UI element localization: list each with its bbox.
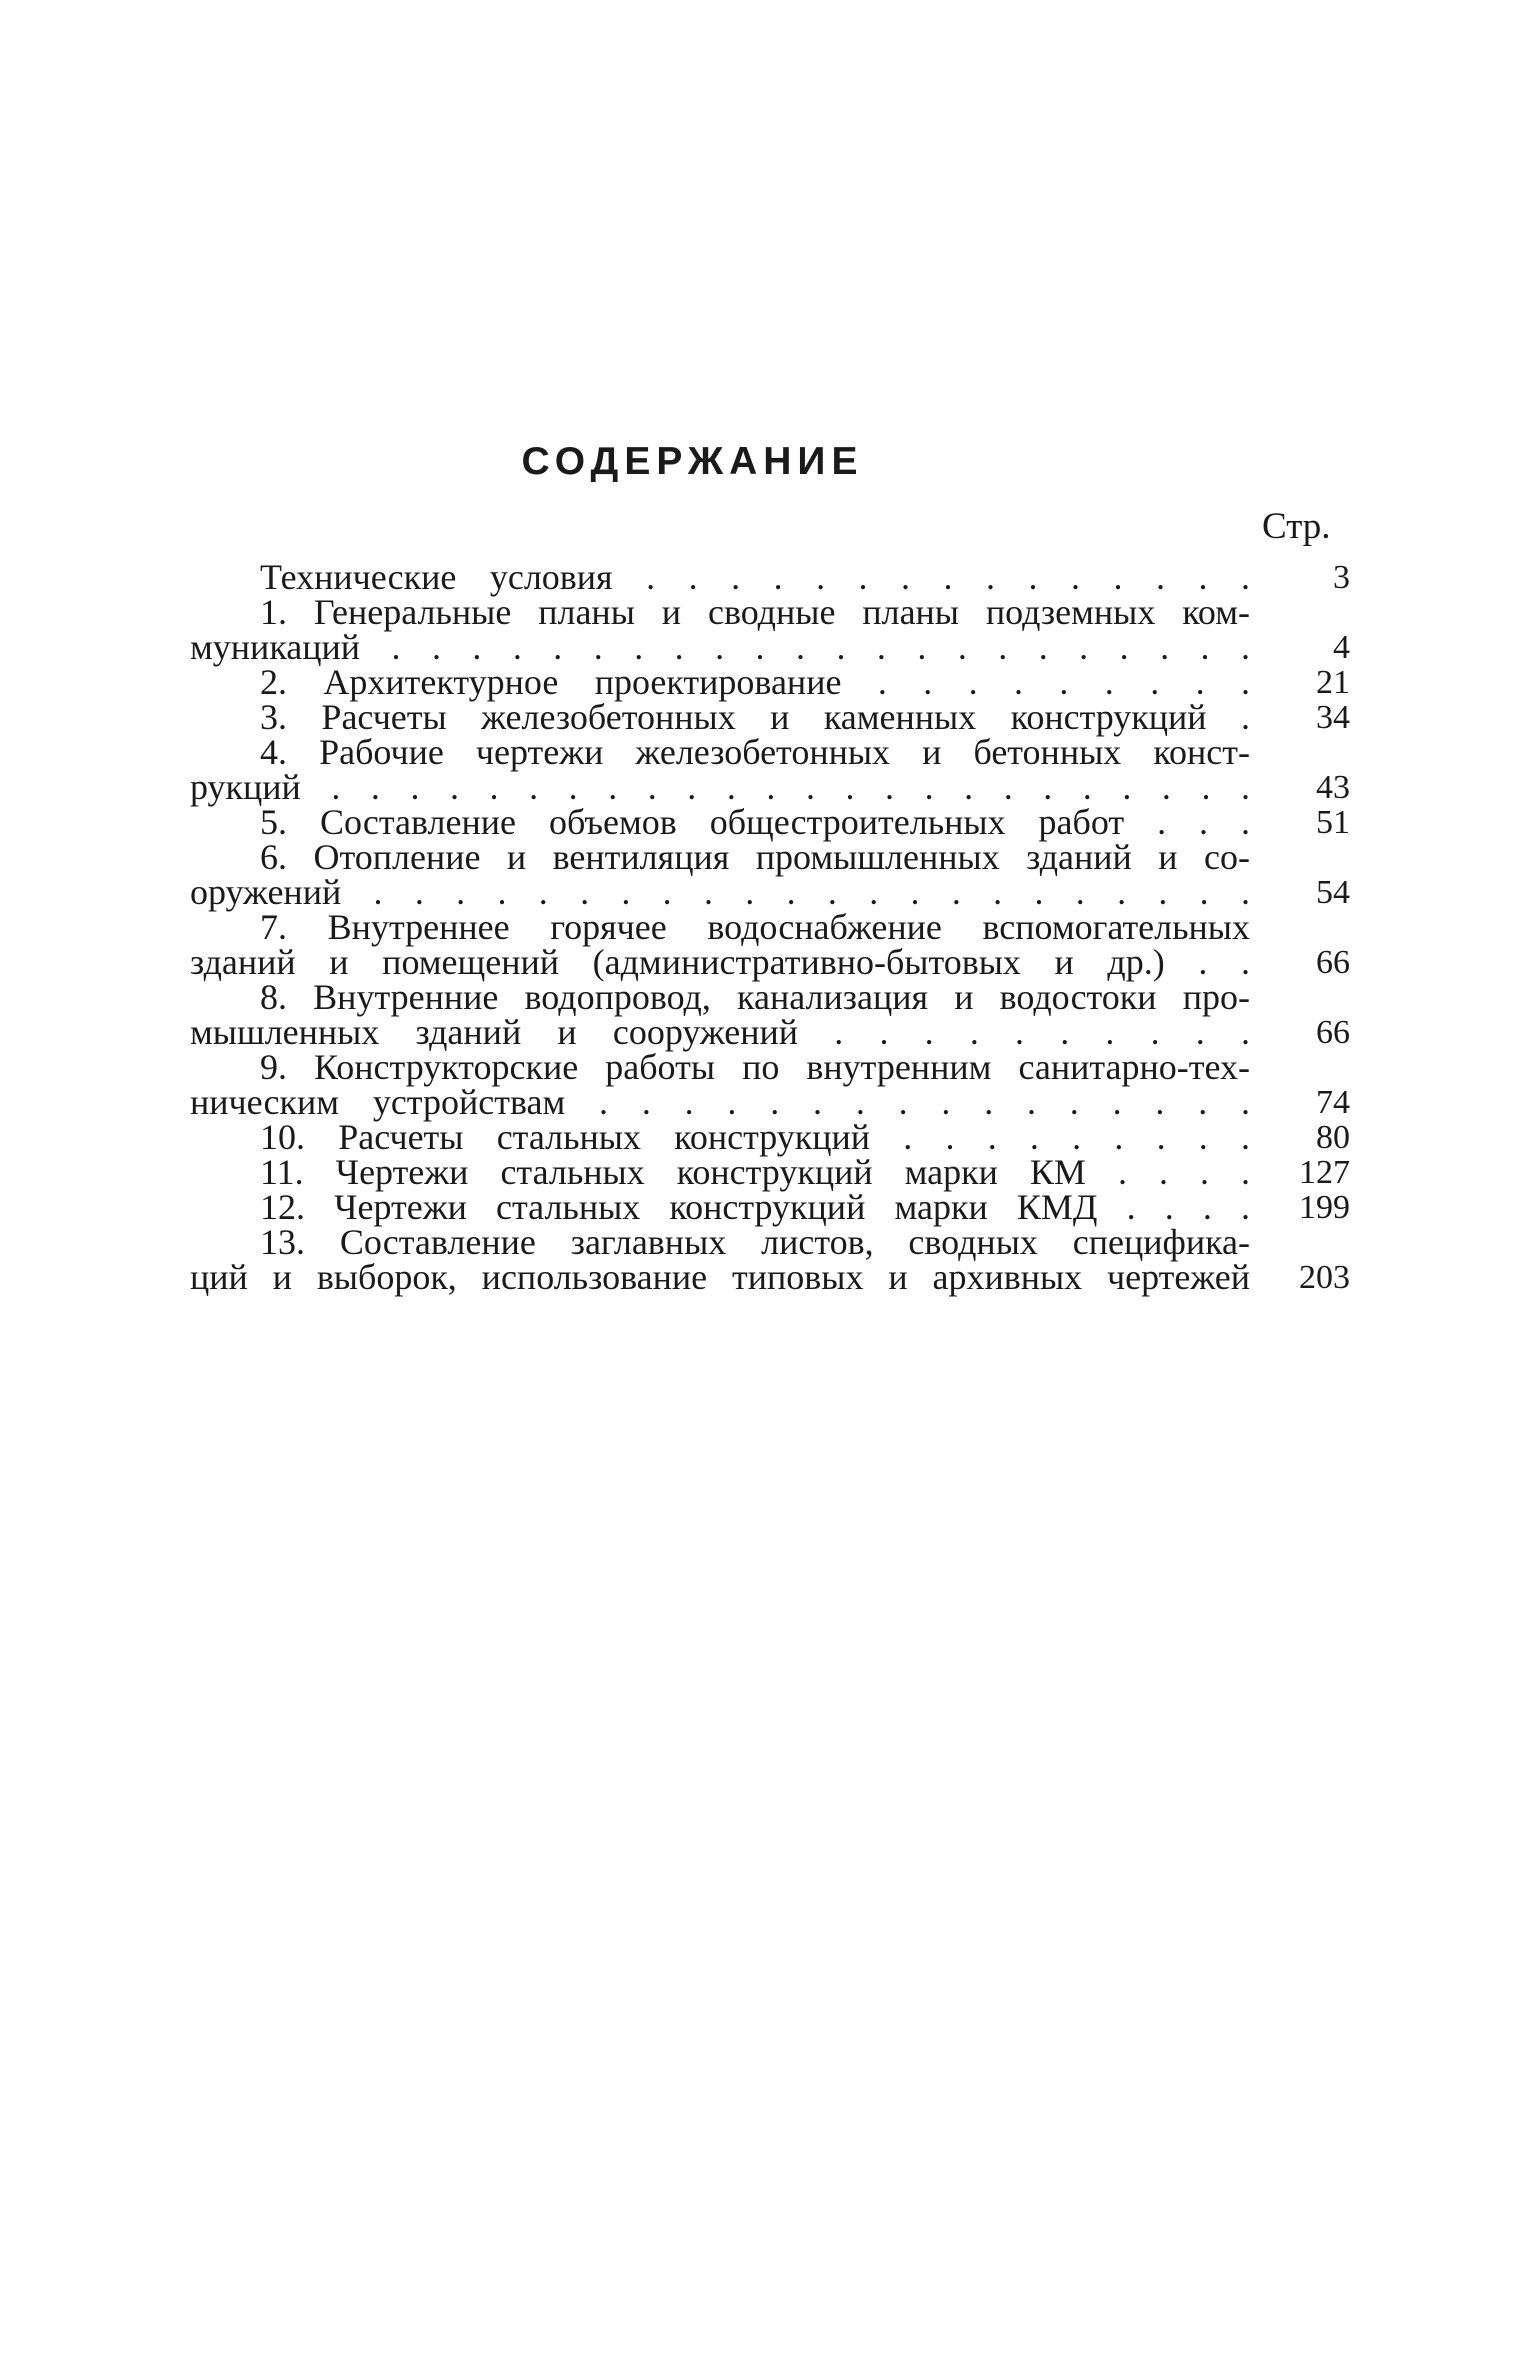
- toc-entry-line-2: муникаций . . . . . . . . . . . . . . . . . . . . . .: [190, 627, 1250, 667]
- toc-entry-text: [190, 732, 1250, 807]
- toc-entry-2: [190, 662, 1350, 702]
- toc-entry-line-2: рукций . . . . . . . . . . . . . . . . . . . . . . . .: [190, 767, 1250, 807]
- toc-entry-line-1: 4. Рабочие чертежи железобетонных и бетонных конст-: [260, 732, 1250, 772]
- toc-entry-6: [190, 837, 1350, 912]
- table-of-contents: [190, 557, 1350, 1297]
- toc-entry-4: [190, 732, 1350, 807]
- toc-entry-page: 3: [1333, 559, 1350, 596]
- toc-entry-page: 127: [1299, 1154, 1350, 1191]
- toc-entry-9: [190, 1047, 1350, 1122]
- toc-entry-text: [190, 907, 1250, 982]
- toc-entry-page: 51: [1316, 804, 1350, 841]
- toc-entry-page: 199: [1299, 1189, 1350, 1226]
- toc-entry-line-2: зданий и помещений (административно-бытовых и др.) . .: [190, 942, 1250, 982]
- toc-entry-line-1: 13. Составление заглавных листов, сводных специфика-: [260, 1222, 1250, 1262]
- toc-entry-line-1: 8. Внутренние водопровод, канализация и водостоки про-: [260, 977, 1250, 1017]
- toc-entry-page: 66: [1316, 1014, 1350, 1051]
- toc-entry-line-2: мышленных зданий и сооружений . . . . . . . . . .: [190, 1012, 1250, 1052]
- toc-entry-text: [190, 1047, 1250, 1122]
- page-title: СОДЕРЖАНИЕ: [521, 440, 864, 483]
- toc-entry-technical-conditions: [190, 557, 1350, 597]
- page-column-header: Стр.: [1262, 506, 1331, 547]
- toc-entry-line-1: 6. Отопление и вентиляция промышленных зданий и со-: [260, 837, 1250, 877]
- toc-entry-page: 43: [1316, 769, 1350, 806]
- toc-entry-5: [190, 802, 1350, 842]
- toc-entry-page: 80: [1316, 1119, 1350, 1156]
- toc-entry-text: 2. Архитектурное проектирование . . . . . . . . .: [260, 662, 1250, 702]
- toc-entry-text: Технические условия . . . . . . . . . . . . . . .: [260, 557, 1250, 597]
- toc-entry-page: 54: [1316, 874, 1350, 911]
- toc-entry-12: [190, 1187, 1350, 1227]
- toc-entry-8: [190, 977, 1350, 1052]
- toc-entry-page: 34: [1316, 699, 1350, 736]
- toc-entry-13: [190, 1222, 1350, 1297]
- toc-entry-text: 12. Чертежи стальных конструкций марки КМД . . . .: [260, 1187, 1250, 1227]
- toc-entry-text: [190, 592, 1250, 667]
- toc-entry-page: 21: [1316, 664, 1350, 701]
- toc-entry-line-2: ническим устройствам . . . . . . . . . . . . . . . .: [190, 1082, 1250, 1122]
- toc-entry-text: 5. Составление объемов общестроительных работ . . .: [260, 802, 1250, 842]
- toc-entry-page: 66: [1316, 944, 1350, 981]
- toc-entry-1: [190, 592, 1350, 667]
- toc-entry-page: 203: [1299, 1259, 1350, 1296]
- toc-entry-line-1: 7. Внутреннее горячее водоснабжение вспомогательных: [260, 907, 1250, 947]
- toc-entry-line-1: 9. Конструкторские работы по внутренним санитарно-тех-: [260, 1047, 1250, 1087]
- toc-entry-text: 11. Чертежи стальных конструкций марки КМ . . . .: [260, 1152, 1250, 1192]
- toc-entry-text: 3. Расчеты железобетонных и каменных конструкций .: [260, 697, 1250, 737]
- toc-entry-line-1: 1. Генеральные планы и сводные планы подземных ком-: [260, 592, 1250, 632]
- toc-entry-text: [190, 1222, 1250, 1297]
- toc-entry-page: 74: [1316, 1084, 1350, 1121]
- toc-entry-3: [190, 697, 1350, 737]
- toc-entry-text: 10. Расчеты стальных конструкций . . . . . . . . .: [260, 1117, 1250, 1157]
- toc-entry-line-2: ций и выборок, использование типовых и архивных чертежей: [190, 1257, 1250, 1297]
- toc-entry-text: [190, 977, 1250, 1052]
- toc-entry-page: 4: [1333, 629, 1350, 666]
- toc-entry-11: [190, 1152, 1350, 1192]
- toc-entry-10: [190, 1117, 1350, 1157]
- toc-entry-line-2: оружений . . . . . . . . . . . . . . . . . . . . . .: [190, 872, 1250, 912]
- toc-entry-text: [190, 837, 1250, 912]
- toc-entry-7: [190, 907, 1350, 982]
